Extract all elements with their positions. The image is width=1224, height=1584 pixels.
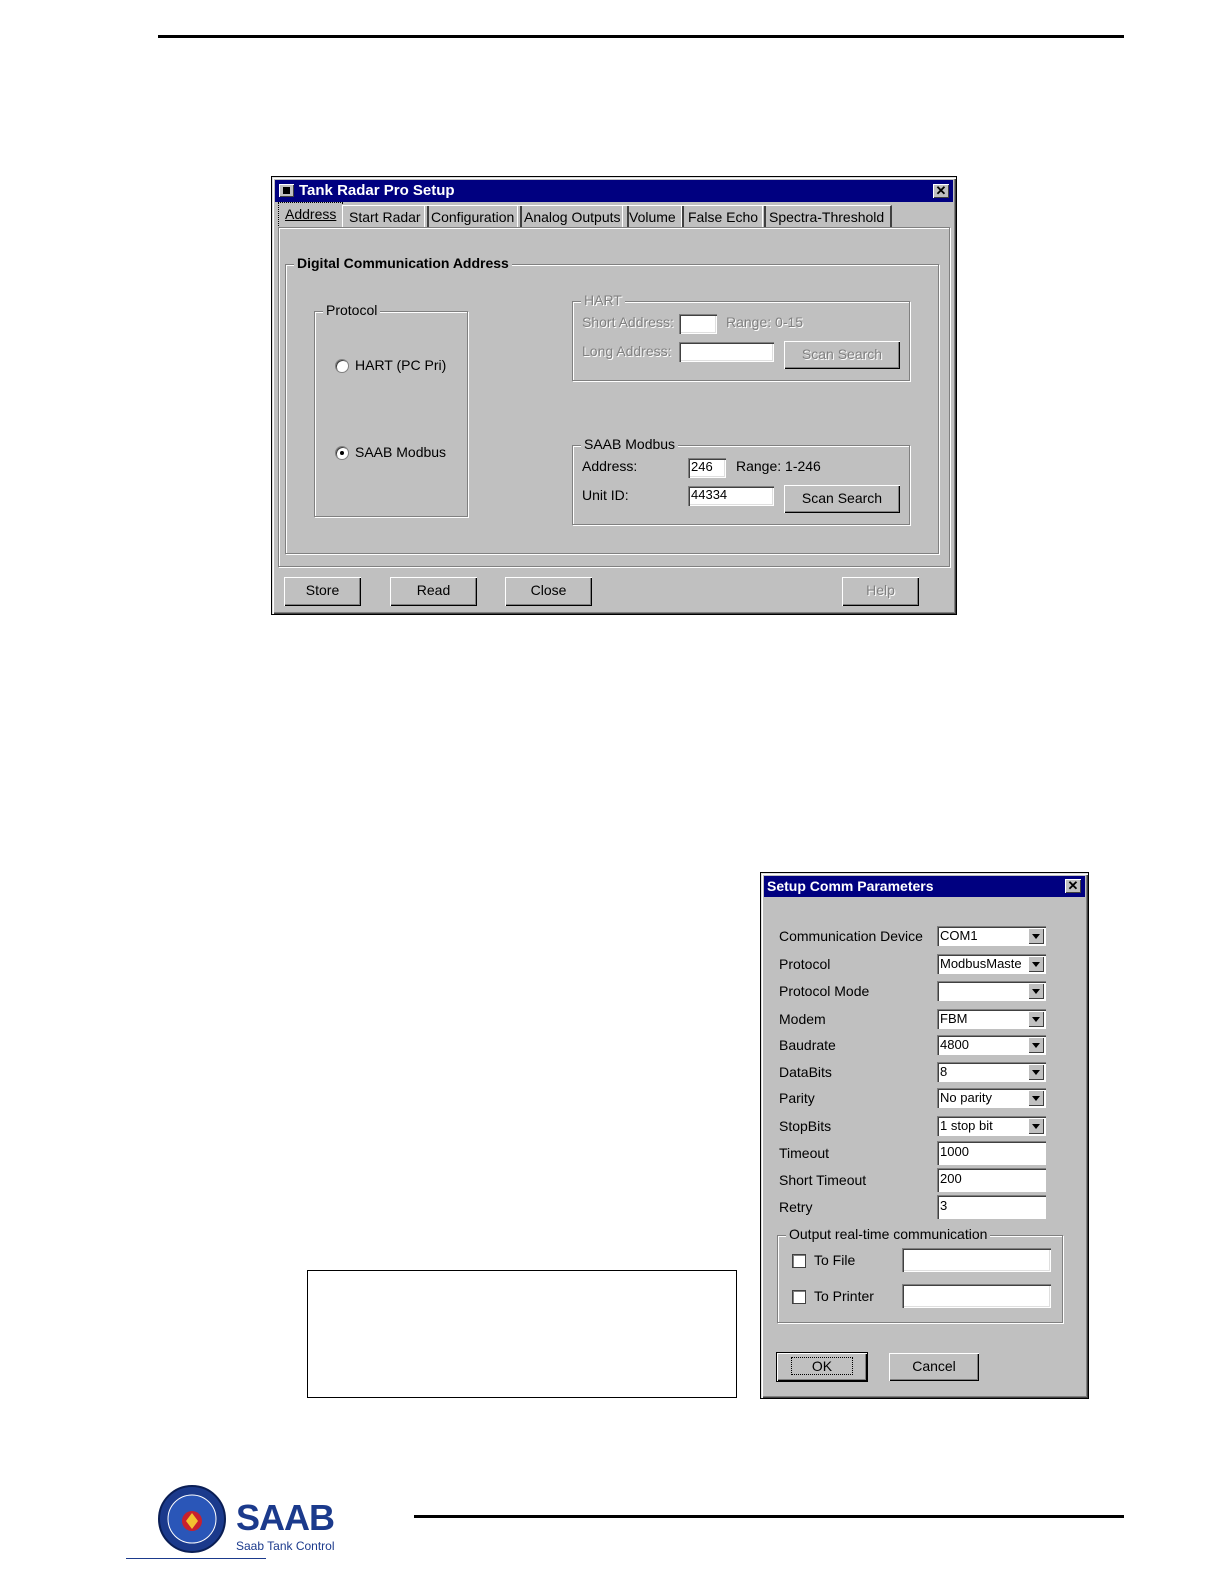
section-title: Digital Communication Address <box>294 255 512 271</box>
comm-row-label: Parity <box>779 1090 815 1106</box>
store-button[interactable]: Store <box>284 577 361 606</box>
protocol-group <box>314 302 468 517</box>
footer-rule <box>414 1515 1124 1518</box>
help-button[interactable]: Help <box>842 577 919 606</box>
modbus-address-label: Address: <box>582 458 638 474</box>
chevron-down-icon[interactable] <box>1028 1037 1044 1053</box>
to-printer-label[interactable]: To Printer <box>814 1288 874 1304</box>
radio-hart[interactable] <box>335 359 349 373</box>
comm-row-label: StopBits <box>779 1118 832 1134</box>
comm-row-value: 200 <box>940 1171 962 1186</box>
hart-range-label: Range: 0-15 <box>726 314 804 330</box>
unit-id-label: Unit ID: <box>582 487 629 503</box>
short-address-label: Short Address: <box>582 314 674 330</box>
tab-false-echo[interactable]: False Echo <box>681 205 766 228</box>
comm-titlebar[interactable] <box>764 876 1085 897</box>
unit-id-input[interactable]: 44334 <box>688 486 774 506</box>
modbus-range-label: Range: 1-246 <box>736 458 821 474</box>
output-legend: Output real-time communication <box>786 1226 990 1242</box>
comm-row-value: 3 <box>940 1198 948 1213</box>
tank-radar-setup-dialog <box>271 176 957 615</box>
chevron-down-icon[interactable] <box>1028 1011 1044 1027</box>
comm-rows <box>761 913 1088 1223</box>
comm-row-select[interactable] <box>937 981 1046 1001</box>
modbus-address-input[interactable]: 246 <box>688 458 726 478</box>
comm-title: Setup Comm Parameters <box>767 878 934 894</box>
comm-row-value: No parity <box>940 1090 993 1105</box>
to-printer-input[interactable] <box>902 1284 1051 1308</box>
comm-row-label: Modem <box>779 1011 826 1027</box>
to-file-label[interactable]: To File <box>814 1252 856 1268</box>
comm-row-select[interactable] <box>937 1088 1046 1108</box>
radio-saab-modbus[interactable] <box>335 446 349 460</box>
hart-scan-search-button[interactable]: Scan Search <box>784 341 900 369</box>
long-address-input[interactable] <box>679 342 774 362</box>
tab-start-radar[interactable]: Start Radar <box>342 205 429 228</box>
comm-row-select[interactable] <box>937 954 1046 974</box>
comm-row-value: 1000 <box>940 1144 969 1159</box>
chevron-down-icon[interactable] <box>1028 928 1044 944</box>
tab-volume[interactable]: Volume <box>622 205 684 228</box>
comm-row-label: Retry <box>779 1199 813 1215</box>
hart-group <box>572 292 910 381</box>
saab-emblem <box>158 1485 226 1553</box>
modbus-scan-search-button[interactable]: Scan Search <box>784 485 900 513</box>
comm-row-label: Communication Device <box>779 928 923 944</box>
comm-row-input[interactable] <box>937 1195 1046 1219</box>
comm-row-value: 1 stop bit <box>940 1118 993 1133</box>
comm-row-input[interactable] <box>937 1168 1046 1192</box>
note-box <box>307 1270 737 1398</box>
comm-row-value: ModbusMaste <box>940 956 1022 971</box>
comm-row-label: Timeout <box>779 1145 830 1161</box>
comm-row-value: 4800 <box>940 1037 969 1052</box>
chevron-down-icon[interactable] <box>1028 1090 1044 1106</box>
radio-saab-modbus-label[interactable]: SAAB Modbus <box>355 444 447 460</box>
chevron-down-icon[interactable] <box>1028 983 1044 999</box>
chevron-down-icon[interactable] <box>1028 1118 1044 1134</box>
close-icon[interactable]: ✕ <box>933 184 949 198</box>
long-address-label: Long Address: <box>582 343 672 359</box>
company-name: Saab Tank Control <box>236 1539 335 1553</box>
radar-titlebar[interactable] <box>275 180 953 202</box>
cancel-button[interactable]: Cancel <box>889 1353 979 1381</box>
radio-hart-label[interactable]: HART (PC Pri) <box>355 357 447 373</box>
comm-row-value: COM1 <box>940 928 978 943</box>
tab-configuration[interactable]: Configuration <box>424 205 522 228</box>
comm-row-value: 8 <box>940 1064 948 1079</box>
comm-row-select[interactable] <box>937 1062 1046 1082</box>
tab-spectra-threshold[interactable]: Spectra-Threshold <box>762 205 892 228</box>
digital-comm-address-group <box>285 255 939 554</box>
protocol-legend: Protocol <box>323 302 380 318</box>
comm-close-icon[interactable]: ✕ <box>1065 879 1081 893</box>
comm-row-label: Short Timeout <box>779 1172 867 1188</box>
read-button[interactable]: Read <box>390 577 477 606</box>
radar-title: Tank Radar Pro Setup <box>299 182 455 199</box>
comm-row-label: Protocol Mode <box>779 983 870 999</box>
saab-logo: SAAB <box>236 1497 335 1538</box>
ok-button[interactable]: OK <box>777 1353 867 1381</box>
chevron-down-icon[interactable] <box>1028 1064 1044 1080</box>
comm-row-label: Baudrate <box>779 1037 836 1053</box>
comm-row-select[interactable] <box>937 926 1046 946</box>
comm-row-select[interactable] <box>937 1035 1046 1055</box>
output-group <box>777 1226 1063 1323</box>
to-file-input[interactable] <box>902 1248 1051 1272</box>
comm-row-label: DataBits <box>779 1064 832 1080</box>
chevron-down-icon[interactable] <box>1028 956 1044 972</box>
hart-legend: HART <box>581 292 625 308</box>
tab-address[interactable]: Address <box>278 202 343 228</box>
comm-row-input[interactable] <box>937 1141 1046 1165</box>
comm-row-select[interactable] <box>937 1009 1046 1029</box>
tab-panel <box>278 227 950 567</box>
comm-row-label: Protocol <box>779 956 831 972</box>
setup-comm-dialog <box>760 872 1089 1399</box>
header-rule <box>158 35 1124 38</box>
tab-analog-outputs[interactable]: Analog Outputs <box>517 205 629 228</box>
close-button[interactable]: Close <box>505 577 592 606</box>
to-printer-checkbox[interactable] <box>792 1290 806 1304</box>
comm-row-select[interactable] <box>937 1116 1046 1136</box>
short-address-input[interactable] <box>679 314 717 334</box>
comm-row-value: FBM <box>940 1011 968 1026</box>
app-icon <box>279 184 294 197</box>
saab-modbus-group <box>572 436 910 525</box>
to-file-checkbox[interactable] <box>792 1254 806 1268</box>
footer-underline <box>126 1558 266 1559</box>
modbus-legend: SAAB Modbus <box>581 436 678 452</box>
